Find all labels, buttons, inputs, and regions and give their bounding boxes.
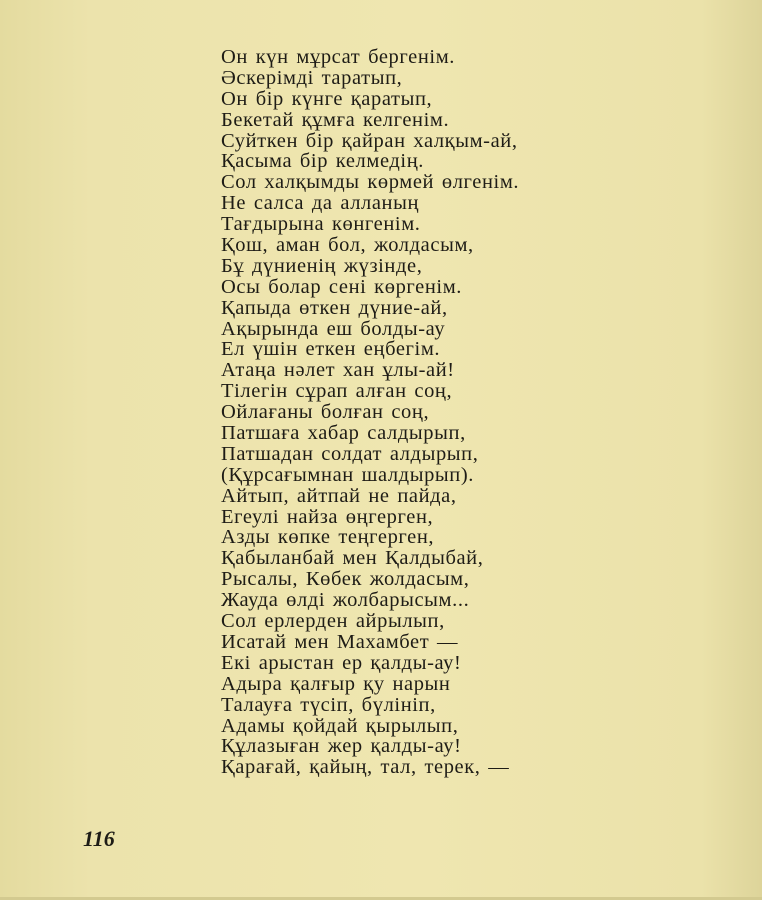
page-number: 116 <box>83 826 115 851</box>
poem-line: Исатай мен Махамбет — <box>221 630 459 653</box>
poem-line: Патшадан солдат алдырып, <box>221 442 479 465</box>
poem-line: Қарағай, қайың, тал, терек, — <box>221 756 510 779</box>
poem-line: Не салса да алланың <box>221 192 420 215</box>
poem-line: Егеулі найза өңгерген, <box>221 505 434 528</box>
poem-line: Құлазыған жер қалды-ау! <box>221 735 462 758</box>
poem-line: Қабыланбай мен Қалдыбай, <box>221 547 484 570</box>
poem-line: Ойлағаны болған соң, <box>221 401 430 424</box>
poem-line: Бекетай құмға келгенім. <box>221 108 450 131</box>
poem-line: Талауға түсіп, бүлініп, <box>221 693 436 716</box>
poem-text <box>221 47 519 778</box>
poem-line: Айтып, айтпай не пайда, <box>221 484 457 507</box>
poem-line: Екі арыстан ер қалды-ау! <box>221 651 462 674</box>
poem-line: Адыра қалғыр қу нарын <box>221 672 451 695</box>
poem-line: Тағдырына көнгенім. <box>221 213 421 236</box>
poem-line: Суйткен бір қайран халқым-ай, <box>221 129 518 152</box>
poem-line: Әскерімді таратып, <box>221 66 403 89</box>
poem-line: Ел үшін еткен еңбегім. <box>221 338 441 361</box>
poem-line: Сол ерлерден айрылып, <box>221 610 445 633</box>
poem-line: Жауда өлді жолбарысым... <box>221 589 470 612</box>
poem-line: (Құрсағымнан шалдырып). <box>221 463 475 486</box>
poem-line: Бұ дүниенің жүзінде, <box>221 254 423 277</box>
poem-line: Ақырында еш болды-ау <box>221 317 446 340</box>
poem-line: Он күн мұрсат бергенім. <box>221 46 455 68</box>
poem-line: Тілегін сұрап алған соң, <box>221 380 453 403</box>
poem-line: Азды көпке теңгерген, <box>221 526 435 549</box>
poem-line: Он бір күнге қаратып, <box>221 87 433 110</box>
poem-line: Осы болар сені көргенім. <box>221 275 463 298</box>
poem-line: Қасыма бір келмедің. <box>221 150 425 173</box>
poem-line: Адамы қойдай қырылып, <box>221 714 459 737</box>
poem-line: Рысалы, Көбек жолдасым, <box>221 568 470 591</box>
poem-line: Атаңа нәлет хан ұлы-ай! <box>221 359 455 382</box>
poem-line: Патшаға хабар салдырып, <box>221 422 466 445</box>
poem-line: Қош, аман бол, жолдасым, <box>221 234 474 257</box>
poem-line: Қапыда өткен дүние-ай, <box>221 296 448 319</box>
poem-line: Сол халқымды көрмей өлгенім. <box>221 171 520 194</box>
